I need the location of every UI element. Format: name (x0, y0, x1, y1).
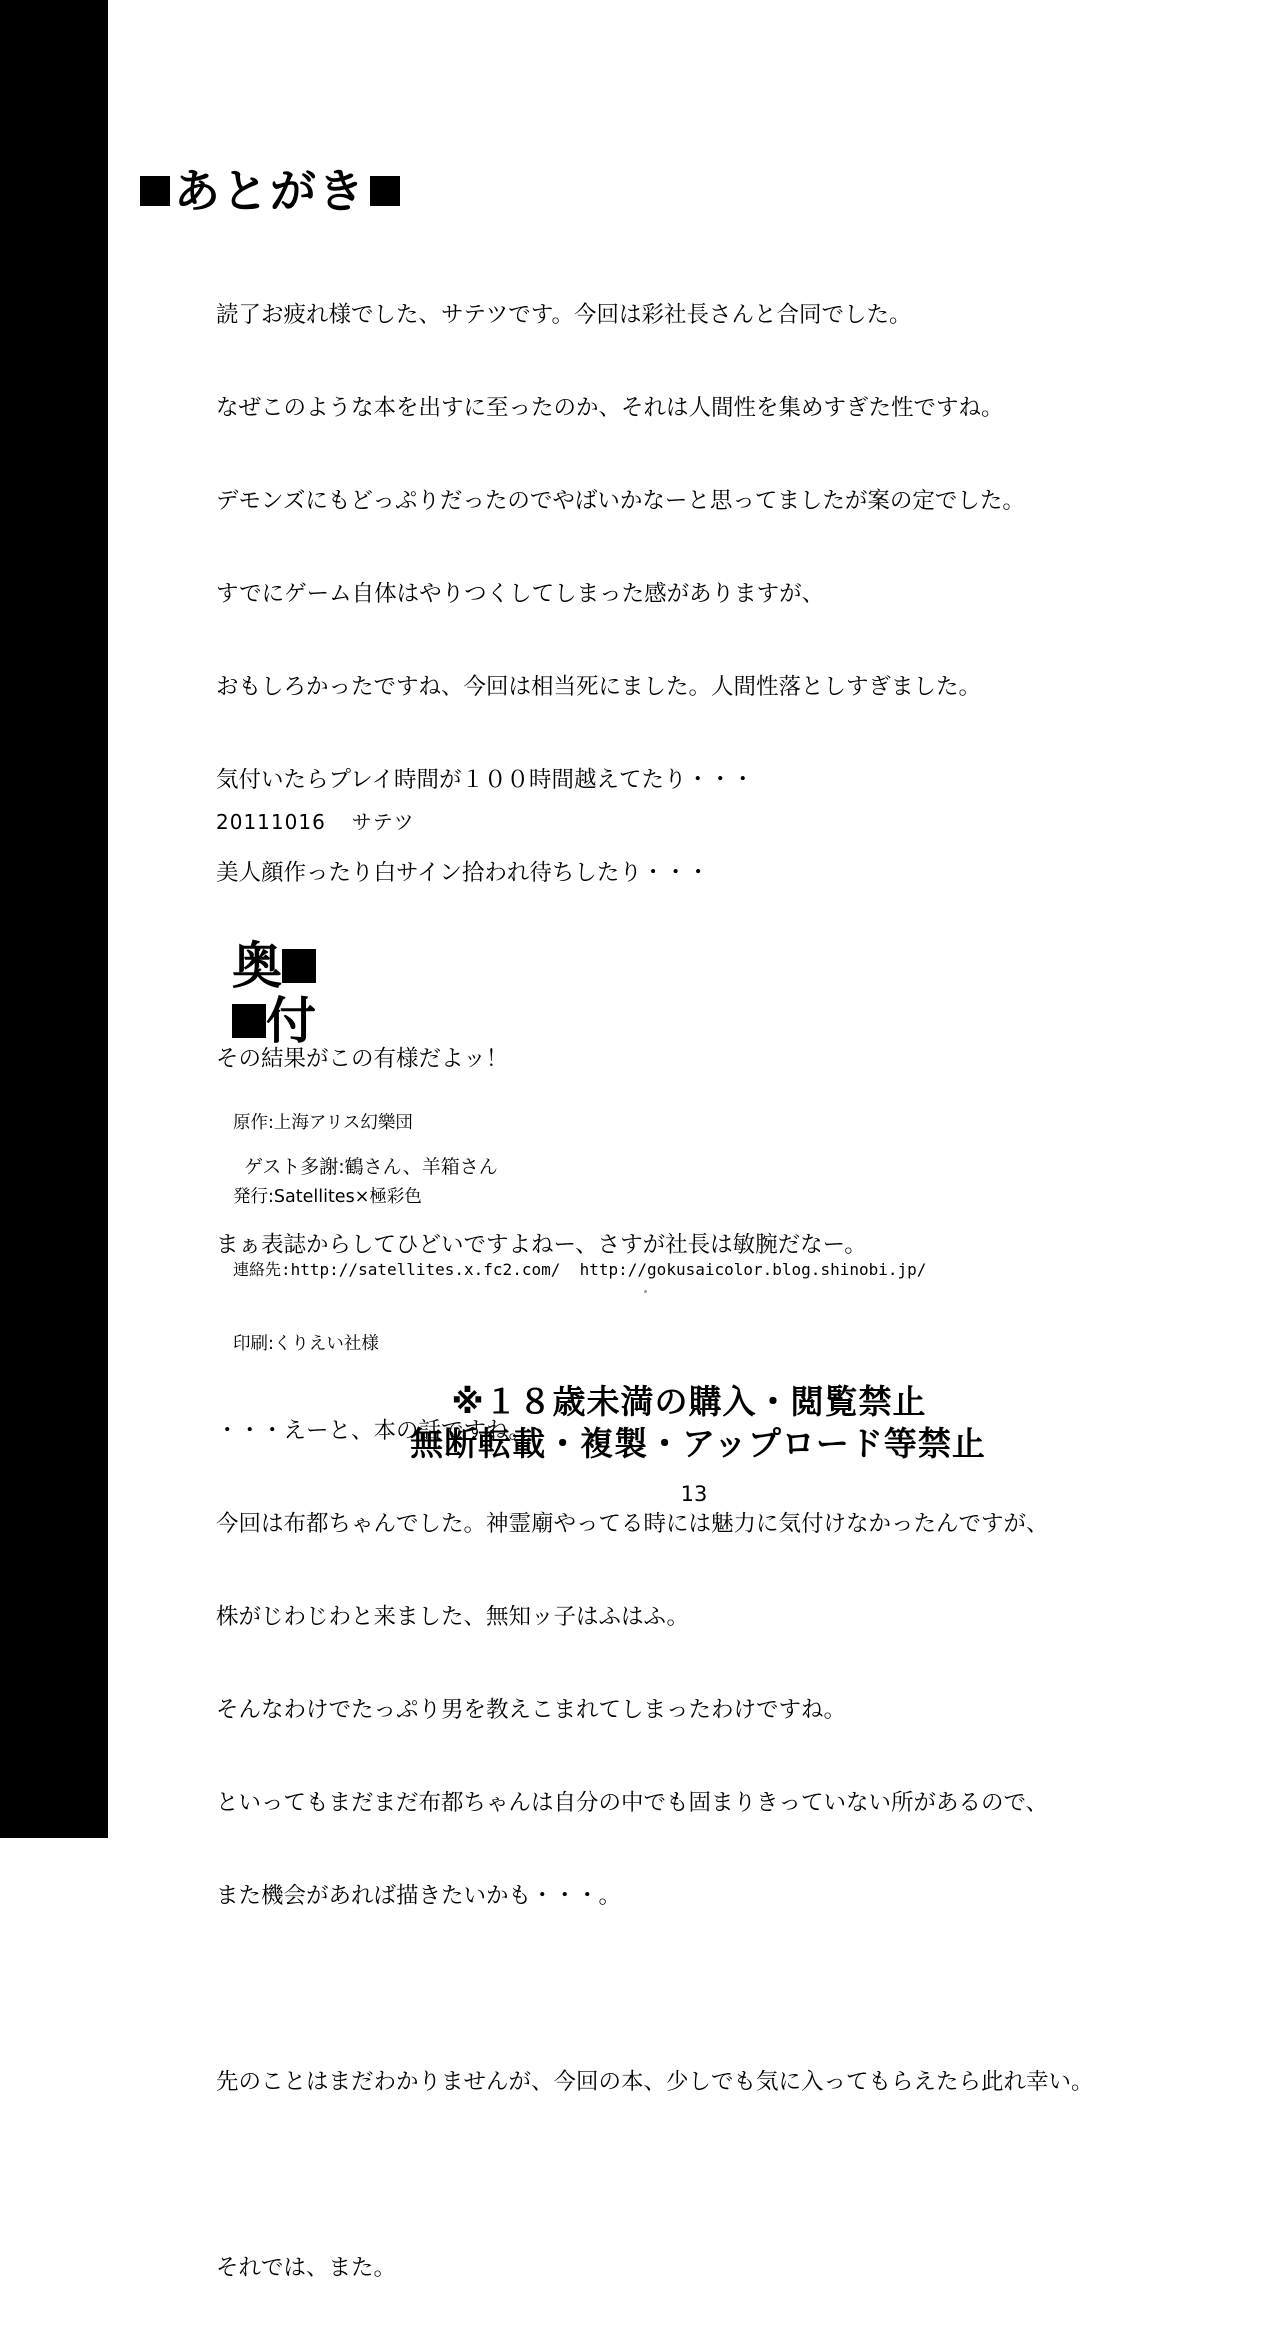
afterword-line: デモンズにもどっぷりだったのでやばいかなーと思ってましたが案の定でした。 (216, 488, 1025, 514)
afterword-line: 美人顔作ったり白サイン拾われ待ちしたり・・・ (216, 860, 710, 886)
afterword-line: 株がじわじわと来ました、無知ッ子はふはふ。 (216, 1604, 689, 1630)
page-gutter-bar (0, 0, 108, 1838)
colophon-heading-row-1 (232, 938, 382, 993)
afterword-line: 気付いたらプレイ時間が１００時間越えてたり・・・ (216, 767, 754, 793)
afterword-line: まぁ表誌からしてひどいですよねー、さすが社長は敏腕だなー。 (216, 1232, 867, 1258)
afterword-line: そんなわけでたっぷり男を教えこまれてしまったわけですね。 (216, 1697, 847, 1723)
afterword-spacer (216, 2160, 1256, 2191)
afterword-line: すでにゲーム自体はやりつくしてしまった感がありますが、 (216, 581, 825, 607)
notice-line-2: 無断転載・複製・アップロード等禁止 (410, 1424, 986, 1463)
age-restriction-notice (108, 1381, 1280, 1465)
afterword-line: といってもまだまだ布都ちゃんは自分の中でも固まりきっていない所があるので、 (216, 1790, 1049, 1816)
colophon-line-publisher: 発行:Satellites×極彩色 (233, 1186, 422, 1207)
colophon-heading (232, 938, 382, 1058)
afterword-line: ・・・えーと、本の話ですね。 (216, 1418, 532, 1444)
colophon-details (233, 1062, 926, 1405)
square-marker-icon (232, 1004, 266, 1038)
colophon-line-original: 原作:上海アリス幻樂団 (233, 1113, 413, 1133)
colophon-line-contact: 連絡先:http://satellites.x.fc2.com/ http://gokusaicolor.blog.shinobi.jp/ (233, 1260, 927, 1279)
afterword-line: また機会があれば描きたいかも・・・。 (216, 1883, 622, 1909)
colophon-heading-row-2 (232, 993, 382, 1048)
afterword-signature (216, 806, 415, 835)
square-marker-icon (282, 949, 316, 983)
square-marker-icon (140, 176, 170, 206)
afterword-line: なぜこのような本を出すに至ったのか、それは人間性を集めすぎた性ですね。 (216, 395, 1004, 421)
colophon-heading-char-1: 奥 (232, 936, 282, 995)
page-number: 13 (680, 1482, 708, 1506)
afterword-spacer (216, 1974, 1256, 2005)
colophon-guest-thanks: ゲスト多謝:鶴さん、羊箱さん (244, 1156, 498, 1178)
afterword-line: それでは、また。 (216, 2255, 397, 2281)
afterword-line: おもしろかったですね、今回は相当死にました。人間性落としすぎました。 (216, 674, 982, 700)
afterword-line: 先のことはまだわかりませんが、今回の本、少しでも気に入ってもらえたら此れ幸い。 (216, 2069, 1094, 2095)
colophon-heading-char-2: 付 (266, 991, 316, 1050)
signature-date: 20111016 (216, 810, 326, 834)
square-marker-icon (370, 176, 400, 206)
afterword-line: 今回は布都ちゃんでした。神霊廟やってる時には魅力に気付けなかったんですが、 (216, 1511, 1049, 1537)
colophon-line-printer: 印刷:くりえい社様 (233, 1333, 379, 1354)
notice-line-1: ※１８歳未満の購入・閲覧禁止 (451, 1382, 927, 1421)
afterword-heading-text: あとがき (174, 164, 366, 218)
scan-speck (644, 1290, 647, 1293)
page-content (108, 0, 1280, 2281)
afterword-heading (140, 164, 400, 218)
afterword-line: その結果がこの有様だよッ！ (216, 1046, 509, 1072)
afterword-line: 読了お疲れ様でした、サテツです。今回は彩社長さんと合同でした。 (216, 302, 912, 328)
signature-name: サテツ (351, 810, 415, 834)
